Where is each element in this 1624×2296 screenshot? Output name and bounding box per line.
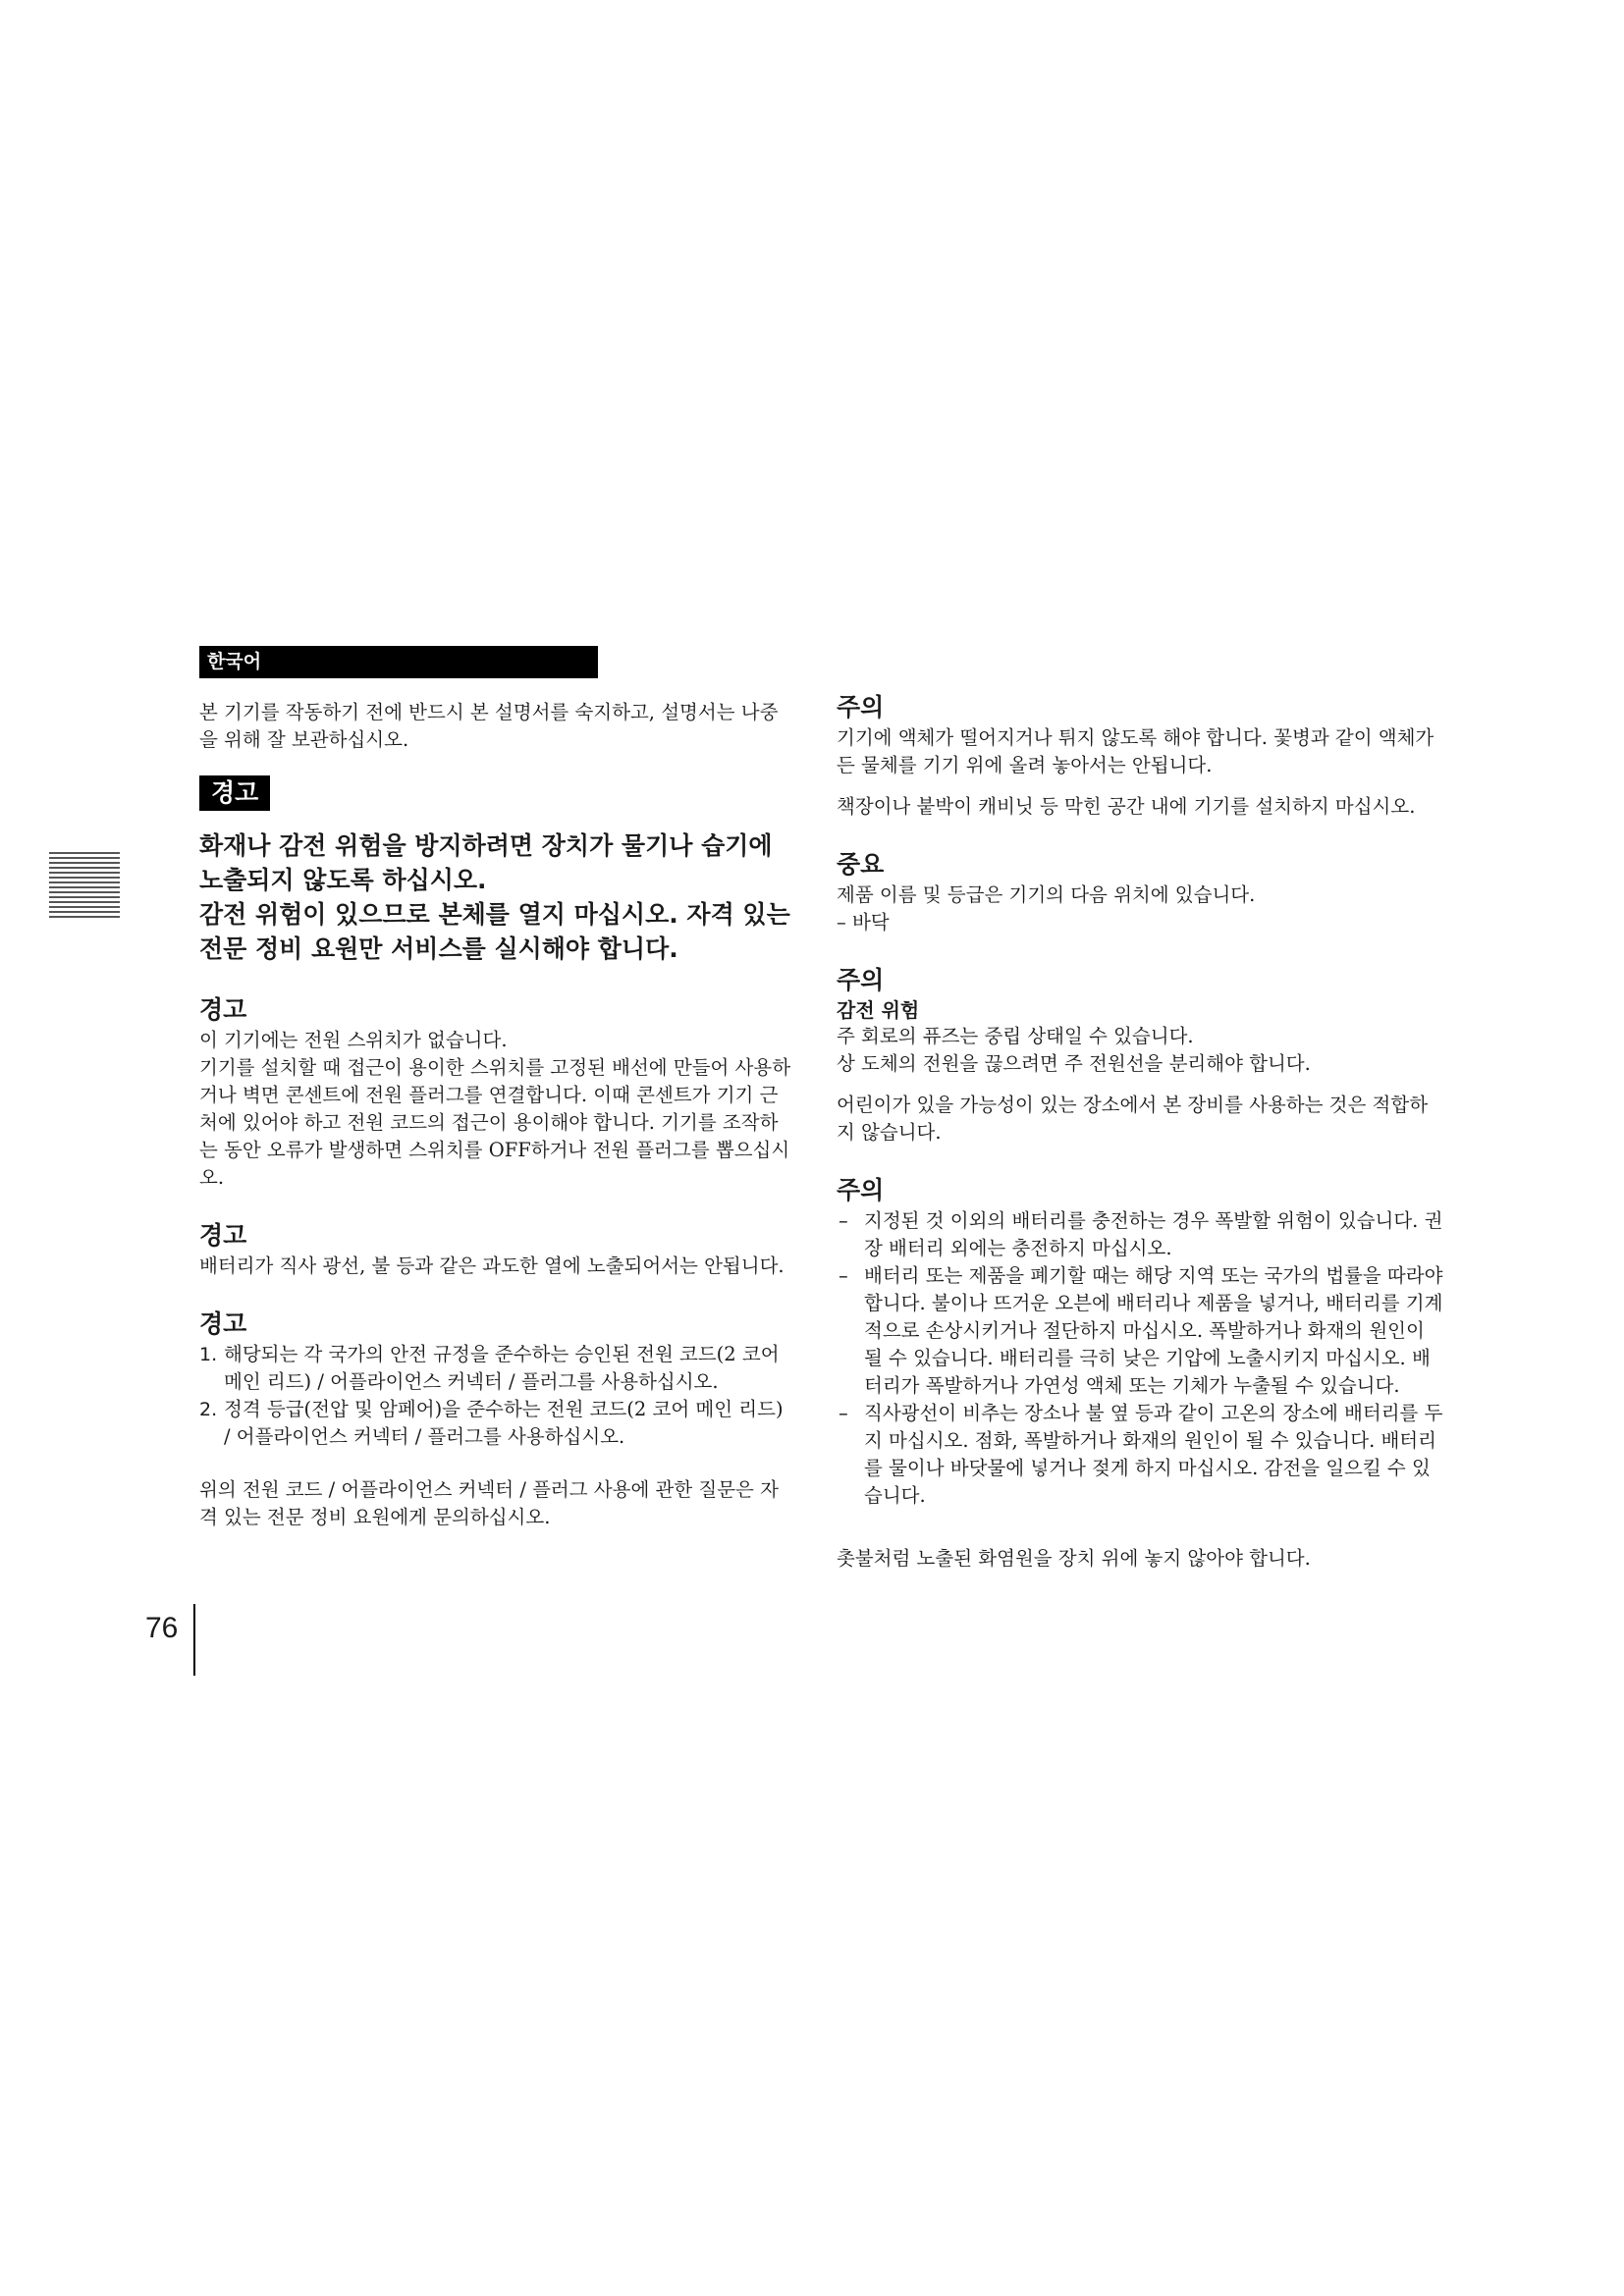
dash-marker: – <box>839 1264 848 1287</box>
list-number: 1. <box>199 1344 218 1365</box>
section-text: 주 회로의 퓨즈는 중립 상태일 수 있습니다. <box>837 1025 1194 1047</box>
list-text: 정격 등급(전압 및 암페어)을 준수하는 전원 코드(2 코어 메인 리드) / 어플라이언스 커넥터 / 플러그를 사용하십시오. <box>224 1398 784 1448</box>
list-item <box>199 1396 793 1451</box>
warning-section-battery-heat <box>199 1221 793 1280</box>
section-footer-text: 촛불처럼 노출된 화염원을 장치 위에 놓지 않아야 합니다. <box>837 1547 1311 1570</box>
list-item <box>837 1262 1445 1400</box>
section-text: 상 도체의 전원을 끊으려면 주 전원선을 분리해야 합니다. <box>837 1052 1311 1075</box>
left-column <box>199 699 793 1531</box>
main-warning <box>199 828 793 966</box>
language-tab: 한국어 <box>199 646 598 678</box>
section-text: 기기를 설치할 때 접근이 용이한 스위치를 고정된 배선에 만들어 사용하거나 벽면 콘센트에 전원 플러그를 연결합니다. 이때 콘센트가 기기 근처에 있어야 하고 전원 코드의 접근이 용이해야 합니다. 기기를 조작하는 동안 오류가 발생하면 스위치를 OFF하거나 전원 플러그를 뽑으십시오. <box>199 1056 791 1189</box>
section-heading: 경고 <box>199 995 247 1024</box>
warning-section-power-cord <box>199 1309 793 1531</box>
numbered-list <box>199 1341 793 1451</box>
section-stripes-decoration <box>49 852 120 921</box>
page-number: 76 <box>145 1612 179 1644</box>
dash-marker: – <box>839 1402 848 1424</box>
main-warning-line: 감전 위험이 있으므로 본체를 열지 마십시오. 자격 있는 전문 정비 요원만 서비스를 실시해야 합니다. <box>199 900 790 963</box>
main-warning-line: 화재나 감전 위험을 방지하려면 장치가 물기나 습기에 노출되지 않도록 하십시오. <box>199 831 773 894</box>
list-text: 지정된 것 이외의 배터리를 충전하는 경우 폭발할 위험이 있습니다. 권장 배터리 외에는 충전하지 마십시오. <box>864 1209 1443 1259</box>
caution-section-liquid <box>837 693 1445 821</box>
list-item <box>837 1400 1445 1510</box>
section-text: 제품 이름 및 등급은 기기의 다음 위치에 있습니다. <box>837 883 1256 906</box>
list-number: 2. <box>199 1399 218 1420</box>
section-heading: 주의 <box>837 1176 885 1204</box>
section-heading: 경고 <box>199 1309 247 1338</box>
warning-badge: 경고 <box>199 775 270 811</box>
list-text: 직사광선이 비추는 장소나 불 옆 등과 같이 고온의 장소에 배터리를 두지 마십시오. 점화, 폭발하거나 화재의 원인이 될 수 있습니다. 배터리를 물이나 바닷물에 넣거나 젖게 하지 마십시오. 감전을 일으킬 수 있습니다. <box>864 1402 1443 1507</box>
section-text: – 바닥 <box>837 911 890 934</box>
page-number-divider <box>193 1604 195 1676</box>
important-section-rating <box>837 850 1445 936</box>
right-column <box>837 693 1445 1573</box>
dash-list <box>837 1207 1445 1510</box>
section-heading: 중요 <box>837 850 885 879</box>
section-footer-text: 위의 전원 코드 / 어플라이언스 커넥터 / 플러그 사용에 관한 질문은 자격 있는 전문 정비 요원에게 문의하십시오. <box>199 1478 779 1528</box>
section-text: 이 기기에는 전원 스위치가 없습니다. <box>199 1029 508 1051</box>
section-heading: 주의 <box>837 693 885 721</box>
list-item <box>199 1341 793 1396</box>
intro-text: 본 기기를 작동하기 전에 반드시 본 설명서를 숙지하고, 설명서는 나중을 위해 잘 보관하십시오. <box>199 701 779 751</box>
section-heading: 경고 <box>199 1221 247 1250</box>
section-heading: 주의 <box>837 966 885 994</box>
section-text: 기기에 액체가 떨어지거나 튀지 않도록 해야 합니다. 꽃병과 같이 액체가 든 물체를 기기 위에 올려 놓아서는 안됩니다. <box>837 726 1435 776</box>
warning-section-power-switch <box>199 995 793 1192</box>
list-text: 배터리 또는 제품을 폐기할 때는 해당 지역 또는 국가의 법률을 따라야 합니다. 불이나 뜨거운 오븐에 배터리나 제품을 넣거나, 배터리를 기계적으로 손상시키거나 절단하지 마십시오. 폭발하거나 화재의 원인이 될 수 있습니다. 배터리를 극히 낮은 기압에 노출시키지 마십시오. 배터리가 폭발하거나 가연성 액체 또는 기체가 누출될 수 있습니다. <box>864 1264 1443 1397</box>
dash-marker: – <box>839 1209 848 1232</box>
caution-section-electric-shock <box>837 966 1445 1147</box>
caution-section-battery <box>837 1176 1445 1573</box>
list-item <box>837 1207 1445 1262</box>
section-text: 배터리가 직사 광선, 불 등과 같은 과도한 열에 노출되어서는 안됩니다. <box>199 1255 785 1277</box>
list-text: 해당되는 각 국가의 안전 규정을 준수하는 승인된 전원 코드(2 코어 메인 리드) / 어플라이언스 커넥터 / 플러그를 사용하십시오. <box>224 1343 780 1393</box>
section-text: 어린이가 있을 가능성이 있는 장소에서 본 장비를 사용하는 것은 적합하지 않습니다. <box>837 1094 1429 1144</box>
section-text: 책장이나 붙박이 캐비닛 등 막힌 공간 내에 기기를 설치하지 마십시오. <box>837 795 1416 818</box>
section-subheading: 감전 위험 <box>837 998 920 1022</box>
